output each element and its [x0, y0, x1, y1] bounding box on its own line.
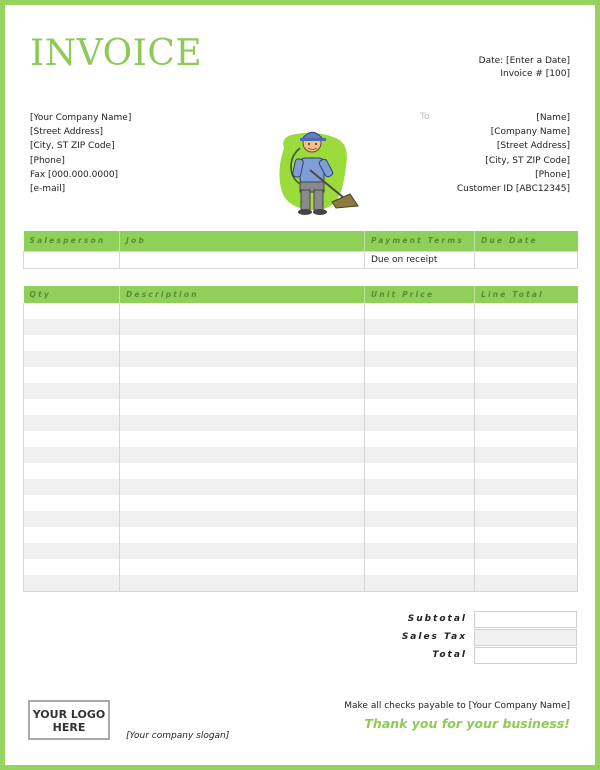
unit-price-cell[interactable]	[365, 527, 475, 543]
unit-price-cell[interactable]	[365, 575, 475, 592]
unit-price-cell[interactable]	[365, 479, 475, 495]
payment-terms-cell[interactable]: Due on receipt	[365, 251, 475, 268]
col-unit-price: Unit Price	[365, 286, 475, 303]
table-row	[24, 335, 578, 351]
description-cell[interactable]	[120, 383, 365, 399]
logo-placeholder[interactable]	[28, 700, 110, 740]
qty-cell[interactable]	[24, 447, 120, 463]
qty-cell[interactable]	[24, 399, 120, 415]
recipient-phone[interactable]: [Phone]	[535, 169, 570, 180]
qty-cell[interactable]	[24, 495, 120, 511]
unit-price-cell[interactable]	[365, 303, 475, 319]
table-row	[24, 479, 578, 495]
description-cell[interactable]	[120, 575, 365, 592]
invoice-date[interactable]: Date: [Enter a Date]	[478, 56, 570, 66]
table-row	[24, 431, 578, 447]
table-row	[24, 367, 578, 383]
thank-you-message: Thank you for your business!	[364, 716, 570, 731]
sender-company[interactable]: [Your Company Name]	[30, 113, 132, 123]
qty-cell[interactable]	[24, 463, 120, 479]
line-total-cell[interactable]	[475, 383, 578, 399]
cleaning-worker-with-vacuum-icon	[270, 118, 360, 218]
table-row	[24, 415, 578, 431]
description-cell[interactable]	[120, 367, 365, 383]
table-row	[24, 543, 578, 559]
line-total-cell[interactable]	[475, 351, 578, 367]
line-total-cell[interactable]	[475, 575, 578, 592]
subtotal-field[interactable]	[474, 611, 577, 628]
line-items-table	[23, 286, 578, 592]
invoice-number[interactable]: Invoice # [100]	[500, 69, 570, 79]
unit-price-cell[interactable]	[365, 319, 475, 335]
line-total-cell[interactable]	[475, 399, 578, 415]
unit-price-cell[interactable]	[365, 335, 475, 351]
to-label: To	[420, 112, 430, 122]
line-total-cell[interactable]	[475, 511, 578, 527]
col-line-total: Line Total	[475, 286, 578, 303]
description-cell[interactable]	[120, 495, 365, 511]
col-salesperson: Salesperson	[24, 231, 120, 251]
line-total-cell[interactable]	[475, 335, 578, 351]
qty-cell[interactable]	[24, 559, 120, 575]
table-row	[24, 447, 578, 463]
table-row	[24, 383, 578, 399]
line-total-cell[interactable]	[475, 463, 578, 479]
company-slogan[interactable]: [Your company slogan]	[126, 731, 230, 741]
salesperson-cell[interactable]	[24, 251, 120, 268]
line-total-cell[interactable]	[475, 495, 578, 511]
sales-tax-label: Sales Tax	[401, 632, 467, 642]
sender-city[interactable]: [City, ST ZIP Code]	[30, 141, 115, 152]
qty-cell[interactable]	[24, 479, 120, 495]
sender-email[interactable]: [e-mail]	[30, 184, 66, 195]
description-cell[interactable]	[120, 479, 365, 495]
description-cell[interactable]	[120, 431, 365, 447]
qty-cell[interactable]	[24, 575, 120, 592]
col-payment-terms: Payment Terms	[365, 231, 475, 251]
description-cell[interactable]	[120, 303, 365, 319]
sales-tax-field[interactable]	[474, 629, 577, 646]
unit-price-cell[interactable]	[365, 367, 475, 383]
description-cell[interactable]	[120, 415, 365, 431]
unit-price-cell[interactable]	[365, 463, 475, 479]
recipient-city[interactable]: [City, ST ZIP Code]	[485, 155, 570, 166]
unit-price-cell[interactable]	[365, 383, 475, 399]
col-qty: Qty	[24, 286, 120, 303]
col-job: Job	[120, 231, 365, 251]
qty-cell[interactable]	[24, 319, 120, 335]
qty-cell[interactable]	[24, 383, 120, 399]
job-table	[23, 231, 578, 269]
table-row	[24, 527, 578, 543]
line-total-cell[interactable]	[475, 543, 578, 559]
logo-line-1: YOUR LOGO	[32, 708, 106, 721]
table-row	[24, 303, 578, 319]
sender-phone[interactable]: [Phone]	[30, 155, 65, 166]
qty-cell[interactable]	[24, 367, 120, 383]
qty-cell[interactable]	[24, 543, 120, 559]
unit-price-cell[interactable]	[365, 351, 475, 367]
col-description: Description	[120, 286, 365, 303]
table-row	[24, 511, 578, 527]
unit-price-cell[interactable]	[365, 415, 475, 431]
table-row	[24, 351, 578, 367]
table-row	[24, 575, 578, 592]
due-date-cell[interactable]	[475, 251, 578, 268]
line-total-cell[interactable]	[475, 415, 578, 431]
invoice-meta	[479, 55, 570, 81]
description-cell[interactable]	[120, 447, 365, 463]
qty-cell[interactable]	[24, 335, 120, 351]
total-field[interactable]	[474, 647, 577, 664]
line-total-cell[interactable]	[475, 431, 578, 447]
description-cell[interactable]	[120, 319, 365, 335]
job-cell[interactable]	[120, 251, 365, 268]
line-total-cell[interactable]	[475, 479, 578, 495]
logo-line-2: HERE	[52, 721, 86, 734]
recipient-name[interactable]: [Name]	[536, 113, 570, 123]
qty-cell[interactable]	[24, 351, 120, 367]
table-row	[24, 463, 578, 479]
description-cell[interactable]	[120, 511, 365, 527]
unit-price-cell[interactable]	[365, 511, 475, 527]
line-total-cell[interactable]	[475, 527, 578, 543]
sender-address	[30, 111, 131, 196]
table-row	[24, 399, 578, 415]
description-cell[interactable]	[120, 543, 365, 559]
sender-fax[interactable]: Fax [000.000.0000]	[30, 169, 119, 180]
recipient-street[interactable]: [Street Address]	[496, 141, 570, 152]
line-total-cell[interactable]	[475, 319, 578, 335]
subtotal-label: Subtotal	[407, 614, 467, 624]
total-label: Total	[432, 650, 467, 660]
table-row	[24, 495, 578, 511]
line-total-cell[interactable]	[475, 447, 578, 463]
unit-price-cell[interactable]	[365, 447, 475, 463]
customer-id[interactable]: Customer ID [ABC12345]	[456, 184, 570, 195]
sender-street[interactable]: [Street Address]	[30, 127, 104, 138]
unit-price-cell[interactable]	[365, 399, 475, 415]
qty-cell[interactable]	[24, 303, 120, 319]
line-total-cell[interactable]	[475, 559, 578, 575]
qty-cell[interactable]	[24, 415, 120, 431]
description-cell[interactable]	[120, 335, 365, 351]
recipient-company[interactable]: [Company Name]	[490, 127, 570, 138]
col-due-date: Due Date	[475, 231, 578, 251]
description-cell[interactable]	[120, 463, 365, 479]
table-row	[24, 319, 578, 335]
qty-cell[interactable]	[24, 527, 120, 543]
checks-payable-note[interactable]: Make all checks payable to [Your Company Name]	[344, 701, 570, 711]
line-total-cell[interactable]	[475, 303, 578, 319]
line-total-cell[interactable]	[475, 367, 578, 383]
unit-price-cell[interactable]	[365, 431, 475, 447]
unit-price-cell[interactable]	[365, 543, 475, 559]
description-cell[interactable]	[120, 399, 365, 415]
qty-cell[interactable]	[24, 431, 120, 447]
description-cell[interactable]	[120, 527, 365, 543]
unit-price-cell[interactable]	[365, 495, 475, 511]
description-cell[interactable]	[120, 351, 365, 367]
unit-price-cell[interactable]	[365, 559, 475, 575]
invoice-title: INVOICE	[30, 33, 203, 74]
recipient-address	[457, 111, 570, 196]
qty-cell[interactable]	[24, 511, 120, 527]
description-cell[interactable]	[120, 559, 365, 575]
table-row	[24, 559, 578, 575]
